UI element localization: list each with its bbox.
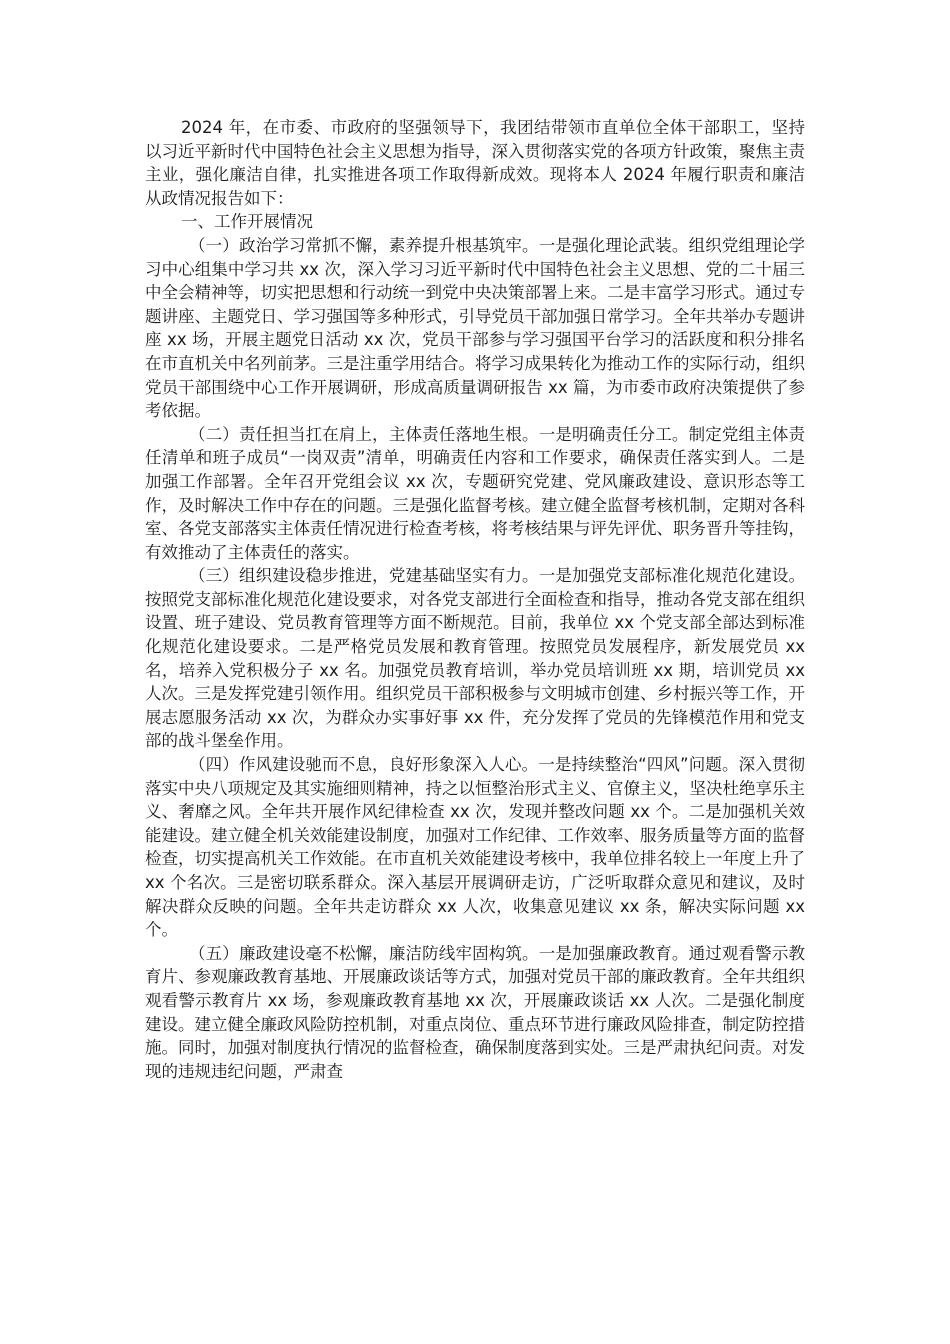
section-heading: 一、工作开展情况 (181, 212, 313, 232)
paragraph-integrity: （五）廉政建设毫不松懈，廉洁防线牢固构筑。一是加强廉政教育。通过观看警示教育片、参观廉政教育基地、开展廉政谈话等方式，加强对党员干部的廉政教育。全年共组织观看警示教育片 xx 场，参观廉政教育基地 xx 次，开展廉政谈话 xx 人次。二是强化制度建设。建立健全廉政风险防控机制，对重点岗位、重点环节进行廉政风险排查，制定防控措施。同时，加强对制度执行情况的监督检查，确保制度落到实处。三是严肃执纪问责。对发现的违规违纪问题，严肃查 (145, 943, 805, 1081)
paragraph-work-style: （四）作风建设驰而不息，良好形象深入人心。一是持续整治“四风”问题。深入贯彻落实中央八项规定及其实施细则精神，持之以恒整治形式主义、官僚主义，坚决杜绝享乐主义、奢靡之风。全年共开展作风纪律检查 xx 次，发现并整改问题 xx 个。二是加强机关效能建设。建立健全机关效能建设制度，加强对工作纪律、工作效率、服务质量等方面的监督检查，切实提高机关工作效能。在市直机关效能建设考核中，我单位排名较上一年度上升了 xx 个名次。三是密切联系群众。深入基层开展调研走访，广泛听取群众意见和建议，及时解决群众反映的问题。全年共走访群众 xx 人次，收集意见建议 xx 条，解决实际问题 xx 个。 (145, 755, 805, 940)
paragraph-organization: （三）组织建设稳步推进，党建基础坚实有力。一是加强党支部标准化规范化建设。按照党支部标准化规范化建设要求，对各党支部进行全面检查和指导，推动各党支部在组织设置、班子建设、党员教育管理等方面不断规范。目前，我单位 xx 个党支部全部达到标准化规范化建设要求。二是严格党员发展和教育管理。按照党员发展程序，新发展党员 xx 名，培养入党积极分子 xx 名。加强党员教育培训，举办党员培训班 xx 期，培训党员 xx 人次。三是发挥党建引领作用。组织党员干部积极参与文明城市创建、乡村振兴等工作，开展志愿服务活动 xx 次，为群众办实事好事 xx 件，充分发挥了党员的先锋模范作用和党支部的战斗堡垒作用。 (145, 566, 805, 751)
document-page (145, 116, 805, 1083)
paragraph-responsibility: （二）责任担当扛在肩上，主体责任落地生根。一是明确责任分工。制定党组主体责任清单和班子成员“一岗双责”清单，明确责任内容和工作要求，确保责任落实到人。二是加强工作部署。全年召开党组会议 xx 次，专题研究党建、党风廉政建设、意识形态等工作，及时解决工作中存在的问题。三是强化监督考核。建立健全监督考核机制，定期对各科室、各党支部落实主体责任情况进行检查考核，将考核结果与评先评优、职务晋升等挂钩，有效推动了主体责任的落实。 (145, 424, 805, 562)
paragraph-political-study: （一）政治学习常抓不懈，素养提升根基筑牢。一是强化理论武装。组织党组理论学习中心组集中学习共 xx 次，深入学习习近平新时代中国特色社会主义思想、党的二十届三中全会精神等，切实把思想和行动统一到党中央决策部署上来。二是丰富学习形式。通过专题讲座、主题党日、学习强国等多种形式，引导党员干部加强日常学习。全年共举办专题讲座 xx 场，开展主题党日活动 xx 次，党员干部参与学习强国平台学习的活跃度和积分排名在市直机关中名列前茅。三是注重学用结合。将学习成果转化为推动工作的实际行动，组织党员干部围绕中心工作开展调研，形成高质量调研报告 xx 篇，为市委市政府决策提供了参考依据。 (145, 235, 805, 421)
intro-paragraph: 2024 年，在市委、市政府的坚强领导下，我团结带领市直单位全体干部职工，坚持以习近平新时代中国特色社会主义思想为指导，深入贯彻落实党的各项方针政策，聚焦主责主业，强化廉洁自律，扎实推进各项工作取得新成效。现将本人 2024 年履行职责和廉洁从政情况报告如下： (145, 118, 805, 208)
